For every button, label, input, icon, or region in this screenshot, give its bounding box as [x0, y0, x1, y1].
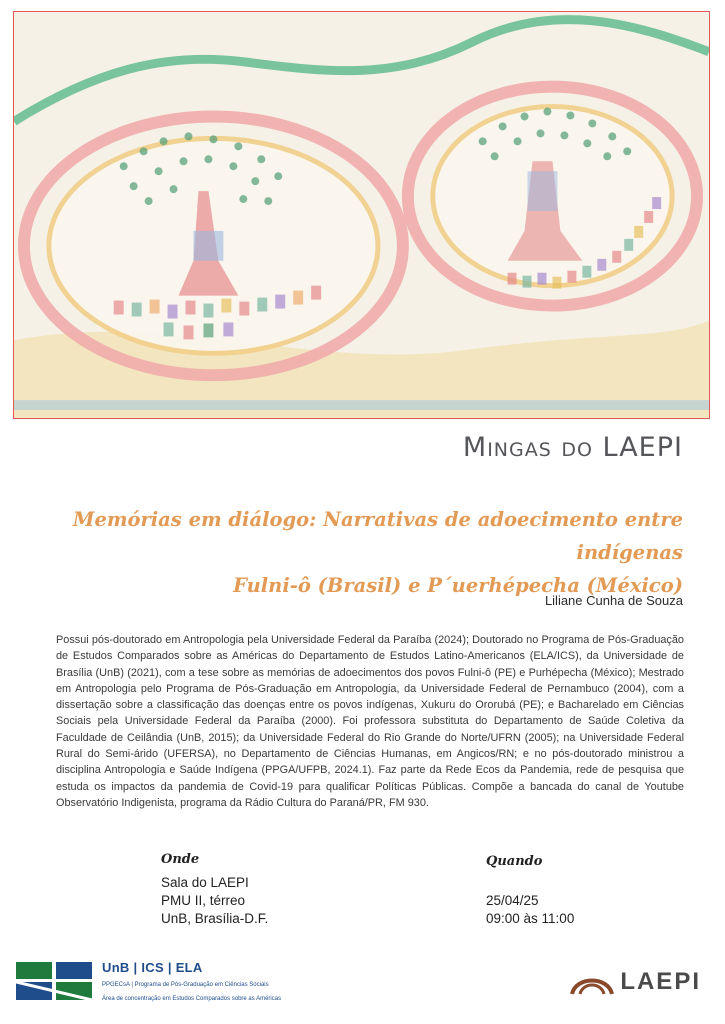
where-line-2: PMU II, térreo	[161, 893, 246, 908]
unb-mark-icon	[16, 960, 94, 1002]
artwork-illustration	[14, 12, 709, 418]
talk-title-line-1: Memórias em diálogo: Narrativas de adoecimento entre indígenas	[72, 508, 683, 564]
speaker-name: Liliane Cunha de Souza	[544, 593, 683, 608]
cover-artwork	[13, 11, 710, 419]
talk-title-line-2: Fulni-ô (Brasil) e P´uerhépecha (México)	[233, 574, 683, 597]
unb-text	[102, 960, 281, 1003]
unb-logo	[16, 960, 281, 1003]
laepi-wordmark: LAEPI	[620, 968, 701, 995]
where-line-3: UnB, Brasília-D.F.	[161, 911, 269, 926]
laepi-logo	[570, 968, 701, 996]
when-label: Quando	[486, 854, 543, 869]
unb-title: UnB | ICS | ELA	[102, 960, 203, 975]
where-label: Onde	[161, 852, 200, 867]
unb-subtitle-2: Área de concentração em Estudos Comparados sobre as Américas	[102, 996, 282, 1002]
laepi-arch-icon	[570, 968, 614, 996]
when-time: 09:00 às 11:00	[486, 911, 575, 926]
speaker-bio: Possui pós-doutorado em Antropologia pela Universidade Federal da Paraíba (2024); Doutorado no Programa de Pós-Graduação de Estudos Comparados sobre as Américas do Departamento de Estudos Latino-Americanos (ELA/ICS), da Universidade de Brasília (UnB) (2021), com a tese sobre as memórias de adoecimentos dos povos Fulni-ô (PE) e Purhépecha (México); Mestrado em Antropologia pelo Programa de Pós-Graduação em Antropologia, da Universidade Federal de Pernambuco (2004), com a dissertação sobre a classificação das doenças entre os povos indígenas, Xukuru do Ororubá (PE); e Bacharelado em Ciências Sociais pela Universidade Federal da Paraíba (2000). Foi professora substituta do Departamento de Saúde Coletiva da Faculdade de Ceilândia (UnB, 2015); da Universidade Federal do Rio Grande do Norte/UFRN (2005); na Universidade Federal Rural do Semi-árido (UFERSA), no Departamento de Ciências Humanas, em Angicos/RN; e no pós-doutorado ministrou a disciplina Antropologia e Saúde Indígena (PPGA/UFPB, 2024.1). Faz parte da Rede Ecos da Pandemia, rede de pesquisa que estuda os impactos da pandemia de Covid-19 para qualificar Políticas Públicas. Compõe a bancada do canal de Youtube Observatório Indigenista, programa da Rádio Cultura do Paraná/PR, FM 930.	[56, 634, 684, 809]
talk-title	[43, 503, 683, 602]
where-line-1: Sala do LAEPI	[161, 875, 249, 890]
unb-subtitle-1: PPGECsA | Programa de Pós-Graduação em Ciências Sociais	[102, 982, 269, 988]
series-title: Mingas do LAEPI	[462, 432, 683, 463]
when-date: 25/04/25	[486, 893, 539, 908]
